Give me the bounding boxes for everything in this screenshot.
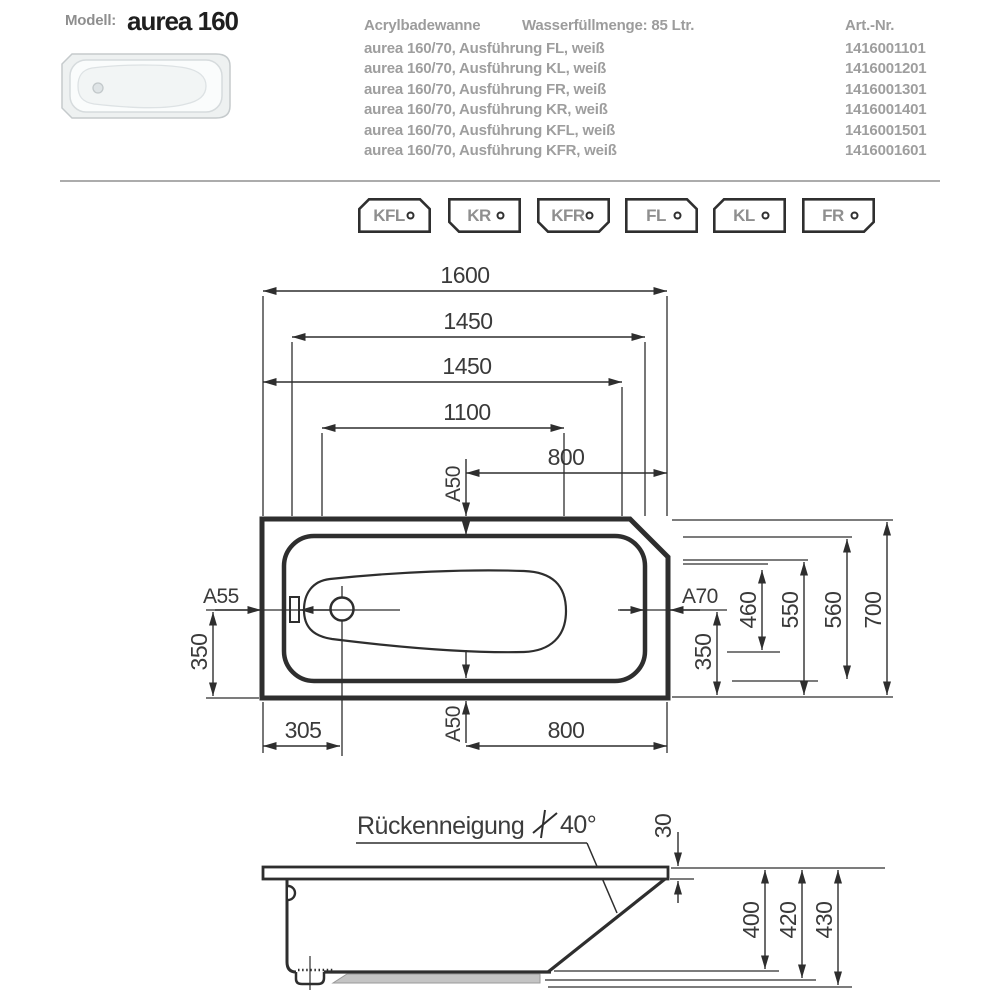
variant-icon-label: KL	[733, 206, 755, 225]
dim-label-30: 30	[650, 813, 676, 839]
model-label: Modell:	[65, 12, 117, 29]
dim-700	[860, 522, 887, 695]
dim-560	[820, 539, 847, 679]
dim-label-305: 305	[284, 717, 322, 743]
dim-1450-lower	[263, 353, 622, 382]
article-number: 1416001501	[845, 121, 927, 139]
tub-outline-top-view	[262, 519, 668, 698]
dim-label-550: 550	[777, 591, 803, 629]
article-number: 1416001401	[845, 101, 927, 119]
dim-460	[735, 570, 762, 650]
variant-icon-label: FR	[822, 206, 844, 225]
angle-value: 40°	[560, 811, 597, 839]
dim-800-bottom	[466, 717, 667, 746]
center-axis-top	[442, 459, 466, 516]
variant-name: aurea 160/70, Ausführung FR, weiß	[364, 80, 607, 98]
dim-label-560: 560	[820, 591, 846, 629]
dim-350-left	[186, 612, 259, 698]
variant-icon-label: FL	[646, 206, 666, 225]
backrest-slope-line	[548, 879, 665, 972]
article-number: 1416001201	[845, 60, 927, 78]
dim-420	[775, 870, 802, 978]
variant-name: aurea 160/70, Ausführung KFR, weiß	[364, 141, 617, 159]
label-a50-top: A50	[442, 466, 465, 502]
dim-400	[738, 870, 765, 969]
rueckenneigung-label: Rückenneigung	[357, 812, 525, 840]
model-name: aurea 160	[127, 6, 238, 36]
dim-label-1450-lower: 1450	[442, 353, 492, 379]
dim-label-700: 700	[860, 591, 886, 629]
base-pad	[333, 974, 540, 983]
variant-name: aurea 160/70, Ausführung KR, weiß	[364, 101, 608, 119]
column-header-artnr: Art.-Nr.	[845, 17, 895, 34]
variant-name: aurea 160/70, Ausführung KFL, weiß	[364, 121, 616, 139]
dim-550	[777, 562, 804, 695]
dim-label-1100: 1100	[443, 399, 491, 425]
dim-label-420: 420	[775, 901, 801, 939]
variant-icon-label: KFR	[551, 206, 585, 225]
column-header-product: Acrylbadewanne	[364, 17, 481, 34]
dim-1600	[263, 262, 667, 291]
column-header-capacity: Wasserfüllmenge: 85 Ltr.	[522, 17, 695, 34]
dim-label-1450-upper: 1450	[443, 308, 493, 334]
dim-label-460: 460	[735, 591, 761, 629]
dim-label-350-right: 350	[690, 633, 716, 671]
dim-label-430: 430	[811, 901, 837, 939]
dim-1100	[322, 399, 564, 428]
variant-name: aurea 160/70, Ausführung KL, weiß	[364, 60, 607, 78]
dim-label-400: 400	[738, 901, 764, 939]
dim-305	[263, 717, 340, 746]
dim-1450-upper	[292, 308, 645, 337]
overflow-side-icon	[288, 886, 295, 900]
dim-800-top	[466, 444, 667, 473]
dim-label-350-left: 350	[186, 633, 212, 671]
label-a50-bottom: A50	[442, 706, 465, 742]
slope-angle-icon	[533, 810, 557, 838]
center-axis-bottom	[442, 701, 466, 743]
article-number: 1416001601	[845, 141, 927, 159]
dim-430	[811, 870, 838, 985]
variant-name: aurea 160/70, Ausführung FL, weiß	[364, 40, 605, 57]
dim-350-right	[690, 612, 717, 695]
backrest-slope-callout	[356, 810, 617, 913]
article-number: 1416001301	[845, 80, 927, 98]
dim-label-800-top: 800	[547, 444, 585, 470]
variant-icon-label: KFL	[373, 206, 405, 225]
dim-label-800-bottom: 800	[547, 717, 585, 743]
dim-label-1600: 1600	[440, 262, 490, 288]
variant-icon-label: KR	[467, 206, 491, 225]
label-a70: A70	[682, 585, 718, 608]
label-a55: A55	[203, 585, 239, 608]
article-number: 1416001101	[845, 40, 926, 57]
